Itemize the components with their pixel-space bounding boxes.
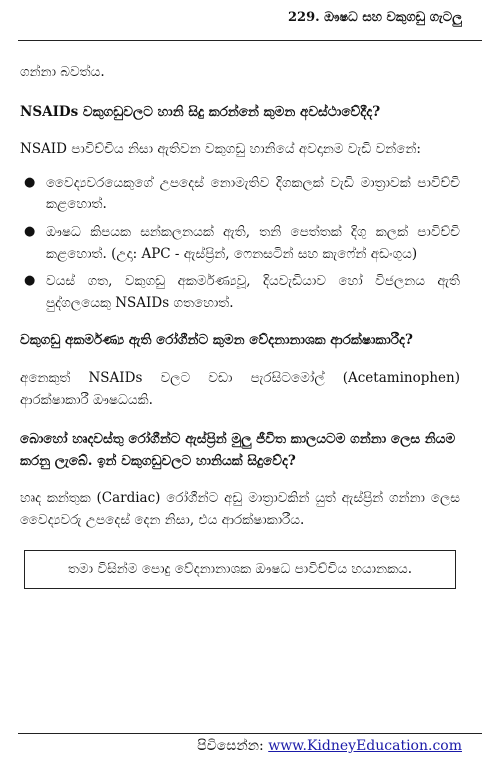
page-footer xyxy=(197,738,462,754)
section-heading-safe-painkiller: වකුගඩු අකර්මණ්‍ය ඇති රෝගීන්ට කුමන වේදනානාශක ආරක්ෂාකාරීද? xyxy=(20,332,413,349)
section-heading-nsaid-damage: NSAIDs වකුගඩුවලට හානි සිදු කරන්නේ කුමන අවස්ථාවේදීද? xyxy=(20,103,381,120)
bullet-icon: ● xyxy=(24,174,36,190)
list-item xyxy=(20,222,460,265)
list-item-text: ඖෂධ කිපයක සන්කලනයක් ඇති, තනි පෙත්තක් දිගු කලක් පාවිච්චි කළහොත්. (උදා: APC - ඇස්ප්‍රින්, ෆෙනසටින් සහ කැෆේන් අඩංගුය) xyxy=(46,223,460,262)
page-content xyxy=(20,62,460,589)
list-item xyxy=(20,271,460,314)
intro-line: ගන්නා බවත්ය. xyxy=(20,64,105,80)
warning-note-box xyxy=(24,550,456,590)
footer-visit-label: පිවිසෙන්න: xyxy=(197,738,269,754)
section-body-aspirin: හෘද කන්තුක (Cardiac) රෝගීන්ට අඩු මාත්‍රාවකින් යුත් ඇස්ප්‍රින් ගන්නා ලෙස වෛද්‍යවරු උපදෙස් දෙන නිසා, එය ආරක්ෂාකාරීය. xyxy=(20,490,460,528)
list-item-text: වයස් ගත, වකුගඩු අකර්මණ්‍යවූ, දියවැඩියාව හෝ විජලනය ඇති පුද්ගලයෙකු NSAIDs ගතහොත්. xyxy=(46,273,460,311)
footer-divider xyxy=(18,733,482,734)
header-divider xyxy=(18,40,482,41)
page-header: 229. ඖෂධ සහ වකුගඩු ගැටලු xyxy=(287,10,462,25)
risk-list xyxy=(20,173,460,315)
section-lead: NSAID පාවිච්චිය නිසා ඇතිවන වකුගඩු හානියේ අවදානම වැඩි වන්නේ: xyxy=(20,141,421,158)
warning-note-text: තමා විසින්ම පොදු වේදනානාශක ඖෂධ පාවිච්චිය හයානකය. xyxy=(67,560,413,577)
section-body-safe-painkiller: අනෙකුත් NSAIDs වලට වඩා පැරසිටමෝල් (Acetaminophen) ආරක්ෂාකාරී ඖෂධයකි. xyxy=(20,369,460,408)
list-item xyxy=(20,173,460,216)
bullet-icon: ● xyxy=(24,223,36,239)
list-item-text: වෛද්‍යවරයෙකුගේ උපදෙස් නොමැතිව දිගකලක් වැඩි මාත්‍රාවක් පාවිච්චි කළහොත්. xyxy=(46,174,460,213)
section-heading-aspirin: බොහෝ හෘදවස්තු රෝගීන්ට ඇස්ප්‍රින් මුලු ජීවිත කාලයටම ගන්නා ලෙස නියම කරනු ලැබේ. ඉන් වකුගඩුවලට හානියක් සිදුවේද? xyxy=(20,431,456,469)
bullet-icon: ● xyxy=(24,273,36,289)
website-link[interactable]: www.KidneyEducation.com xyxy=(268,738,462,754)
